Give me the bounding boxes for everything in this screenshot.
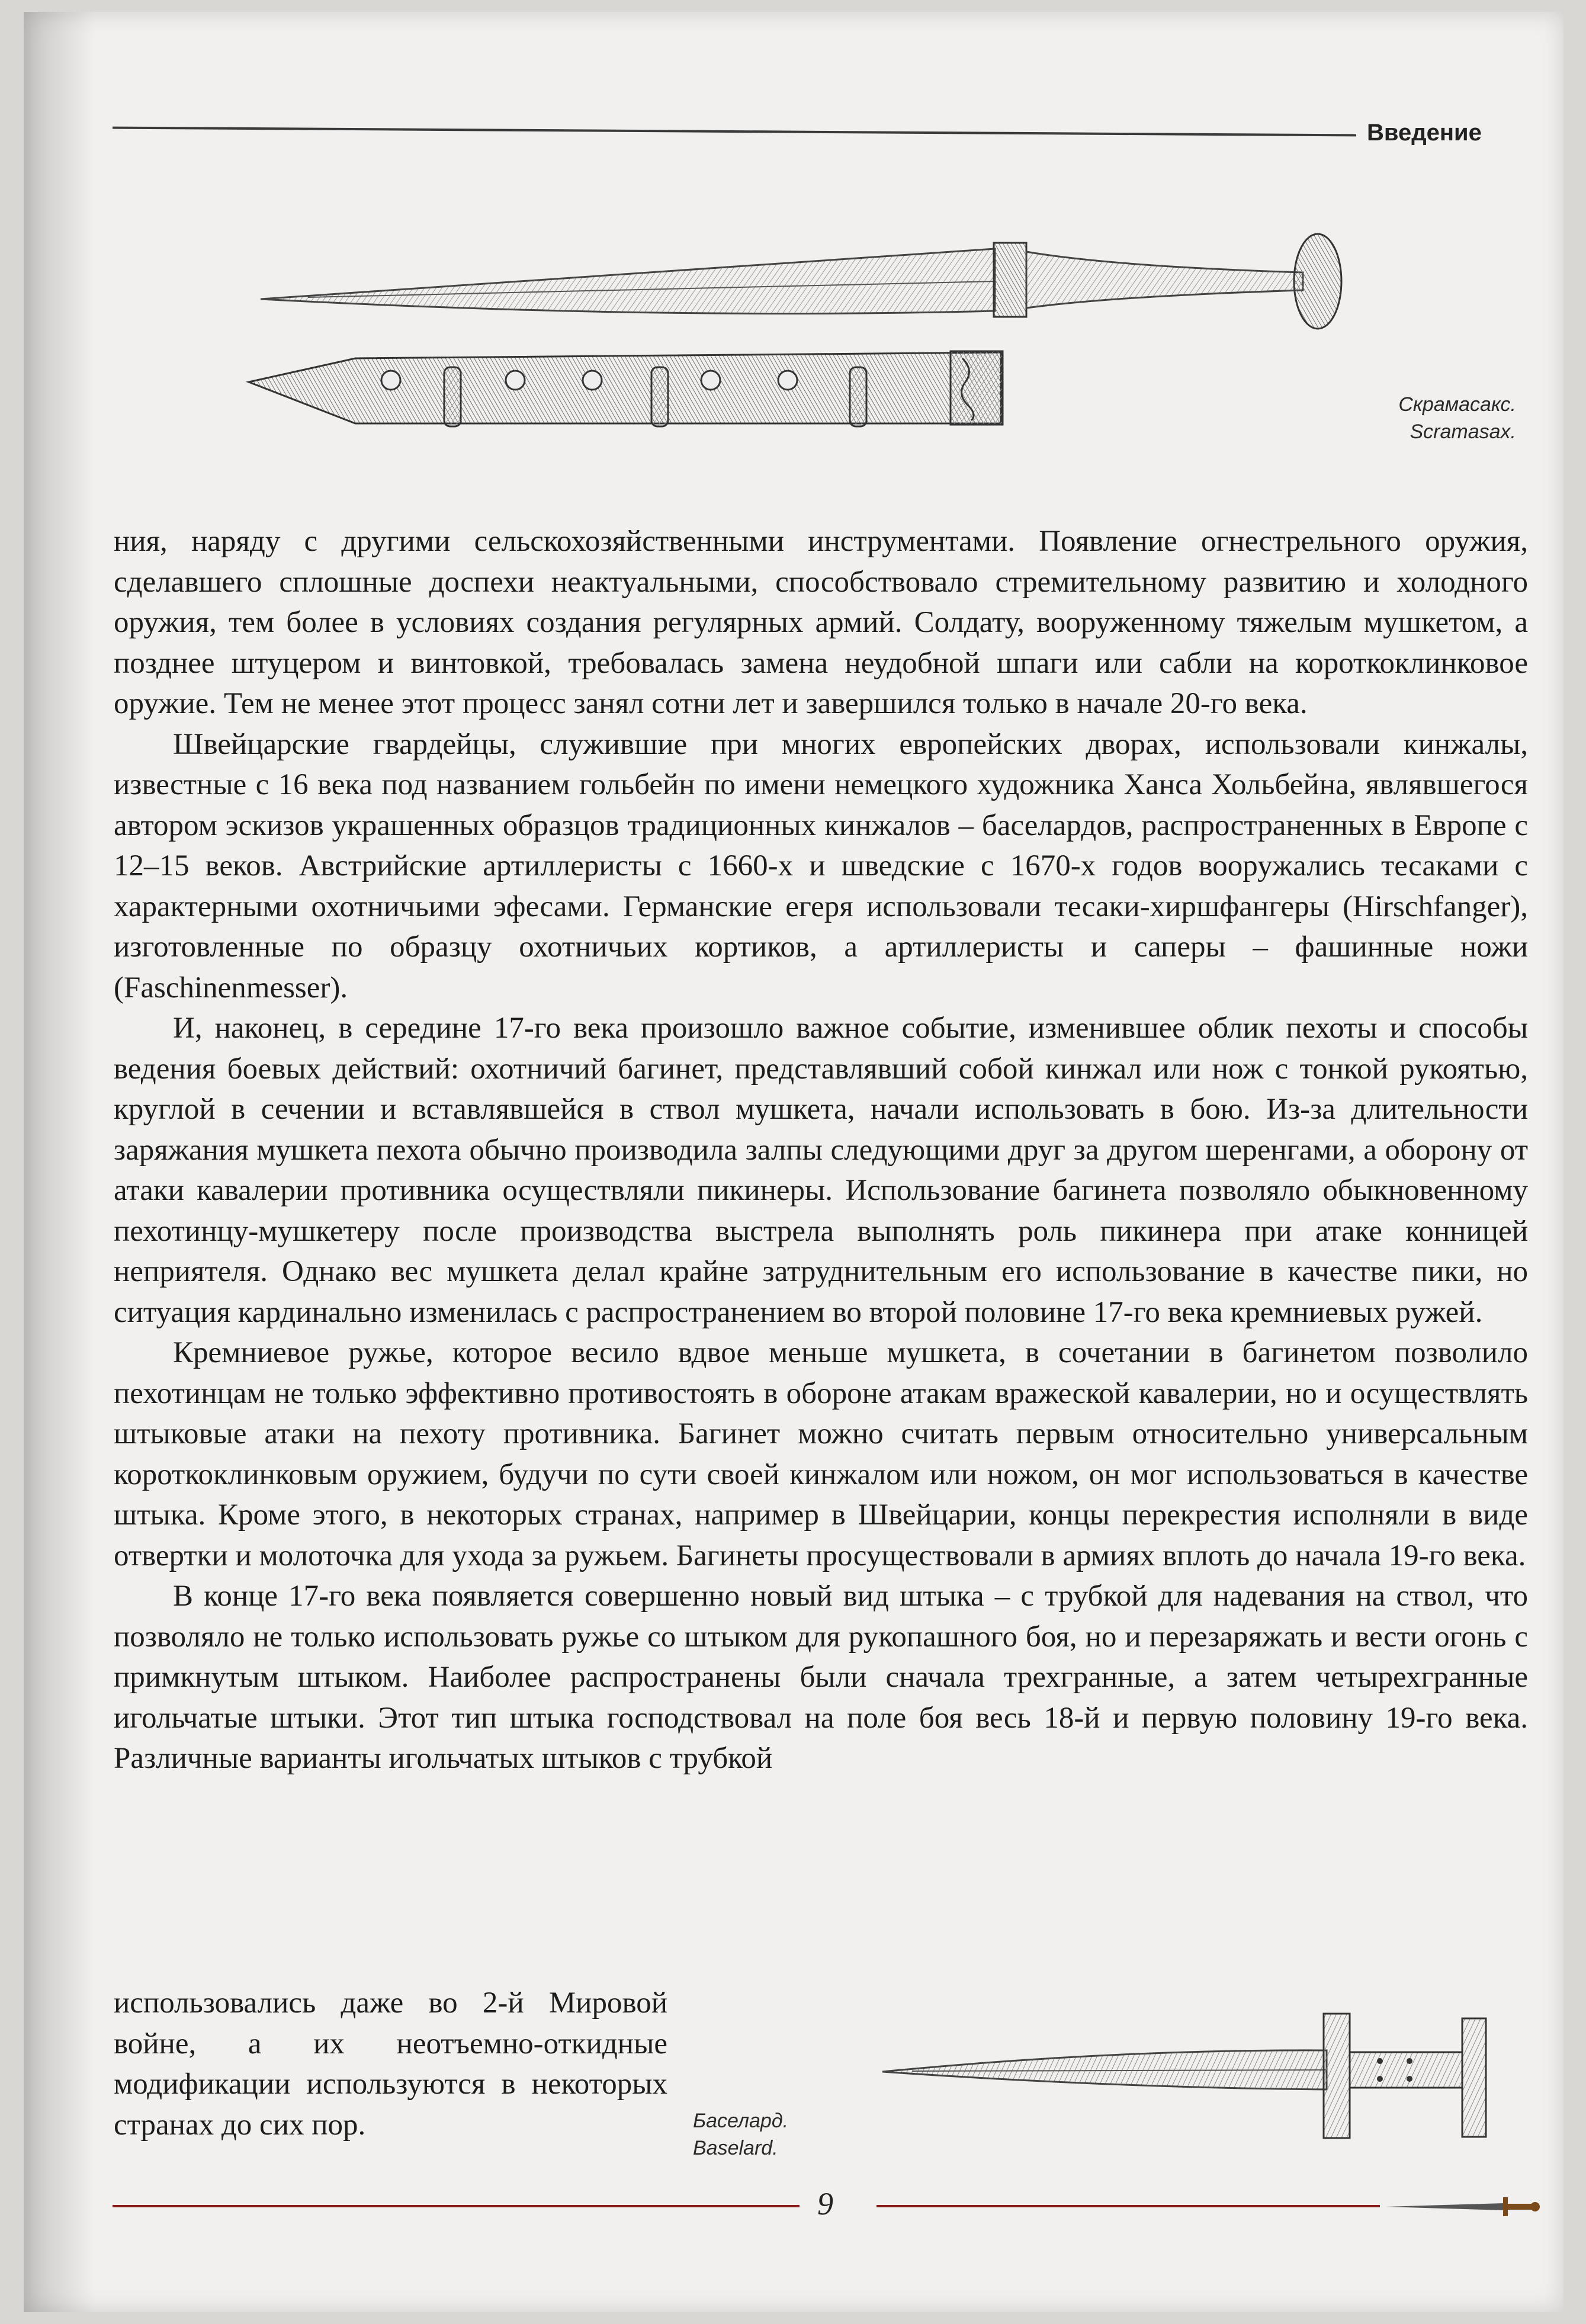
baselard-caption-ru: Баселард. [693, 2110, 789, 2132]
baselard-illustration [877, 2002, 1516, 2156]
footer-sword-ornament [1386, 2195, 1546, 2219]
scramasax-illustration [237, 225, 1362, 474]
header-rule [113, 127, 1356, 137]
book-page [24, 12, 1563, 2312]
page-number: 9 [817, 2186, 833, 2222]
paragraph-5: В конце 17-го века появляется совершенно новый вид штыка – с трубкой для надевания на ствол, что позволяло не только использовать ружье со штыком для рукопашного боя, но и перезаряжать и вести огонь с примкнутым штыком. Наиболее распространены были сначала трехгранные, а затем четырехгранные игольчатые штыки. Этот тип штыка господствовал на поле боя весь 18-й и первую половину 19-го века. Различные варианты игольчатых штыков с трубкой [114, 1580, 1528, 1775]
baselard-caption [693, 2107, 871, 2162]
footer-rule-left [113, 2205, 800, 2207]
gutter-shadow [24, 12, 95, 2312]
paragraph-2: Швейцарские гвардейцы, служившие при многих европейских дворах, использовали кинжалы, известные с 16 века под названием гольбейн по имени немецкого художника Ханса Хольбейна, являвшегося автором эскизов украшенных образцов традиционных кинжалов – баселардов, распространенных в Европе с 12–15 веков. Австрийские артиллеристы с 1660-х и шведские с 1670-х годов вооружались тесаками с характерными охотничьими эфесами. Германские егеря использовали тесаки-хиршфангеры (Hirschfanger), изготовленные по образцу охотничьих кортиков, а артиллеристы и саперы – фашинные ножи (Faschinenmesser). [114, 727, 1528, 1004]
paragraph-4: Кремниевое ружье, которое весило вдвое меньше мушкета, в сочетании в багинетом позволило пехотинцам не только эффективно противостоять в обороне атакам вражеской кавалерии, но и осуществлять штыковые атаки на пехоту противника. Багинет можно считать первым относительно универсальным короткоклинковым оружием, будучи по сути своей кинжалом или ножом, он мог использоваться в качестве штыка. Кроме этого, в некоторых странах, например в Швейцарии, концы перекрестия исполняли в виде отвертки и молоточка для ухода за ружьем. Багинеты просуществовали в армиях вплоть до начала 19-го века. [114, 1336, 1528, 1572]
paragraph-1: ния, наряду с другими сельскохозяйственными инструментами. Появление огнестрельного оружия, сделавшего сплошные доспехи неактуальными, способствовало стремительному развитию и холодного оружия, тем более в условиях создания регулярных армий. Солдату, вооруженному тяжелым мушкетом, а позднее штуцером и винтовкой, требовалась замена неудобной шпаги или сабли на короткоклинковое оружие. Тем не менее этот процесс занял сотни лет и завершился только в начале 20-го века. [114, 525, 1528, 720]
wrap-paragraph: использовались даже во 2-й Мировой войне, а их неотъемно-откидные модификации используются в некоторых странах до сих пор. [114, 1986, 667, 2142]
body-text [114, 521, 1528, 1779]
scramasax-caption-en: Scramasax. [1410, 420, 1516, 443]
scramasax-caption-ru: Скрамасакс. [1398, 393, 1516, 416]
baselard-caption-en: Baselard. [693, 2137, 778, 2159]
footer-rule-right [877, 2205, 1380, 2207]
paragraph-3: И, наконец, в середине 17-го века произошло важное событие, изменившее облик пехоты и способы ведения боевых действий: охотничий багинет, представлявший собой кинжал или нож с тонкой рукоятью, круглой в сечении и вставлявшейся в ствол мушкета, начали использовать в бою. Из-за длительности заряжания мушкета пехота обычно производила залпы следующими друг за другом шеренгами, а оборону от атаки кавалерии противника осуществляли пикинеры. Использование багинета позволяло обыкновенному пехотинцу-мушкетеру после производства выстрела выполнять роль пикинера при атаке конницей неприятеля. Однако вес мушкета делал крайне затруднительным его использование в качестве пики, но ситуация кардинально изменилась с распространением во второй половине 17-го века кремниевых ружей. [114, 1012, 1528, 1329]
scramasax-caption [1303, 391, 1516, 445]
section-title: Введение [1367, 120, 1482, 146]
